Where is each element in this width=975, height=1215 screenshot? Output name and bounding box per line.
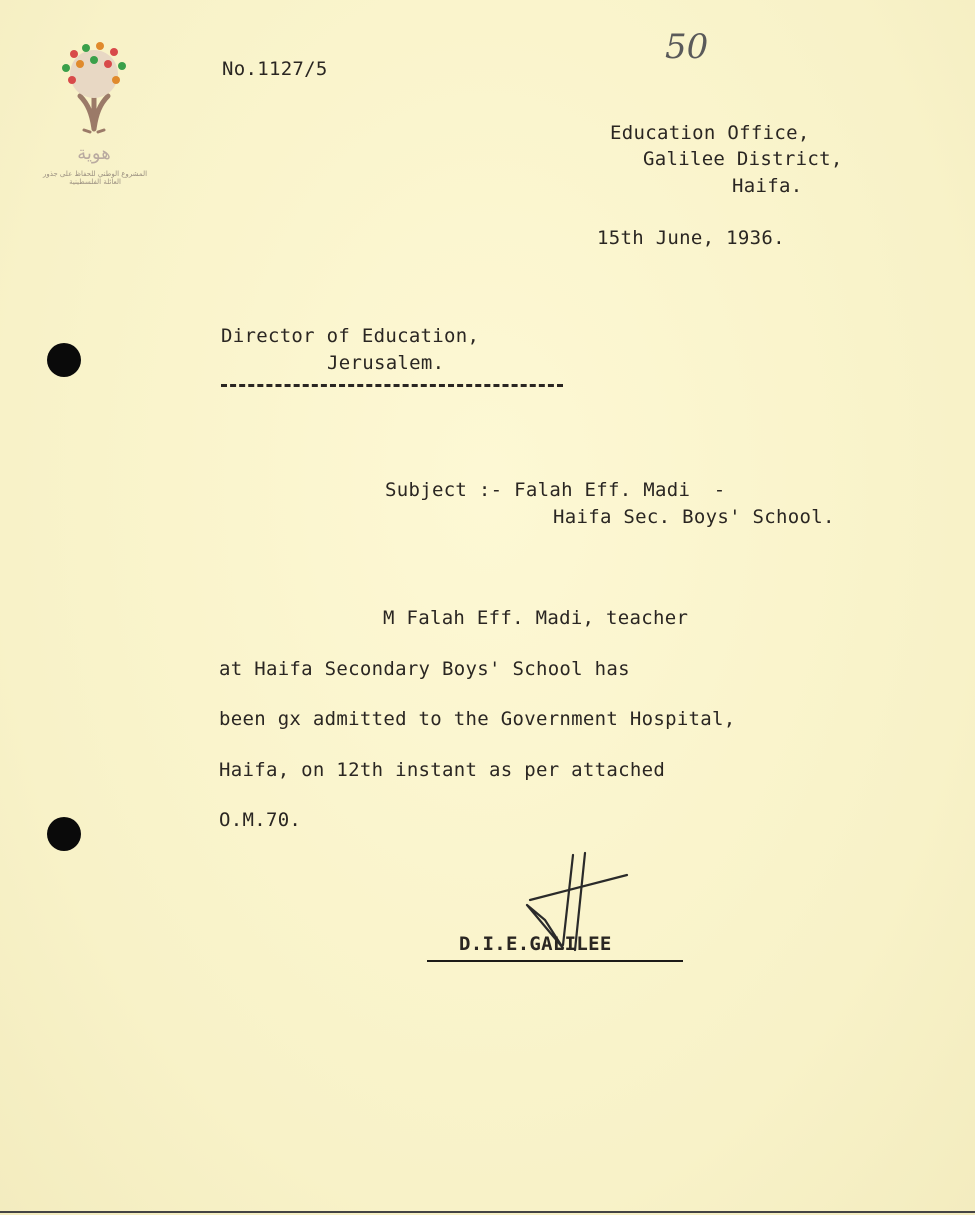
sender-line-3: Haifa. (732, 175, 803, 197)
body-line-2: at Haifa Secondary Boys' School has (219, 658, 630, 680)
reference-number: No.1127/5 (222, 58, 328, 80)
signature-underline (427, 960, 683, 962)
signature-title: D.I.E.GALILEE (459, 933, 612, 955)
logo-arabic-name: هوية (77, 143, 111, 164)
body-line-5: O.M.70. (219, 809, 302, 831)
page-bottom-edge (0, 1211, 975, 1213)
body-line-1: M Falah Eff. Madi, teacher (383, 607, 689, 629)
svg-text:50: 50 (665, 28, 709, 67)
punch-hole-bottom (47, 817, 81, 851)
subject-line-2: Haifa Sec. Boys' School. (553, 506, 835, 528)
punch-hole-top (47, 343, 81, 377)
recipient-underline (221, 384, 563, 387)
sender-line-1: Education Office, (610, 122, 810, 144)
recipient-line-2: Jerusalem. (327, 352, 445, 374)
subject-line-1: Subject :- Falah Eff. Madi - (385, 479, 726, 501)
recipient-line-1: Director of Education, (221, 325, 480, 347)
sender-line-2: Galilee District, (643, 148, 843, 170)
letter-date: 15th June, 1936. (597, 227, 785, 249)
body-line-4: Haifa, on 12th instant as per attached (219, 759, 666, 781)
logo-arabic-caption: المشروع الوطني للحفاظ على جذور العائلة الفلسطينية (42, 170, 148, 187)
body-line-3: been gx admitted to the Government Hospital, (219, 708, 736, 730)
handwritten-page-number (665, 28, 745, 68)
